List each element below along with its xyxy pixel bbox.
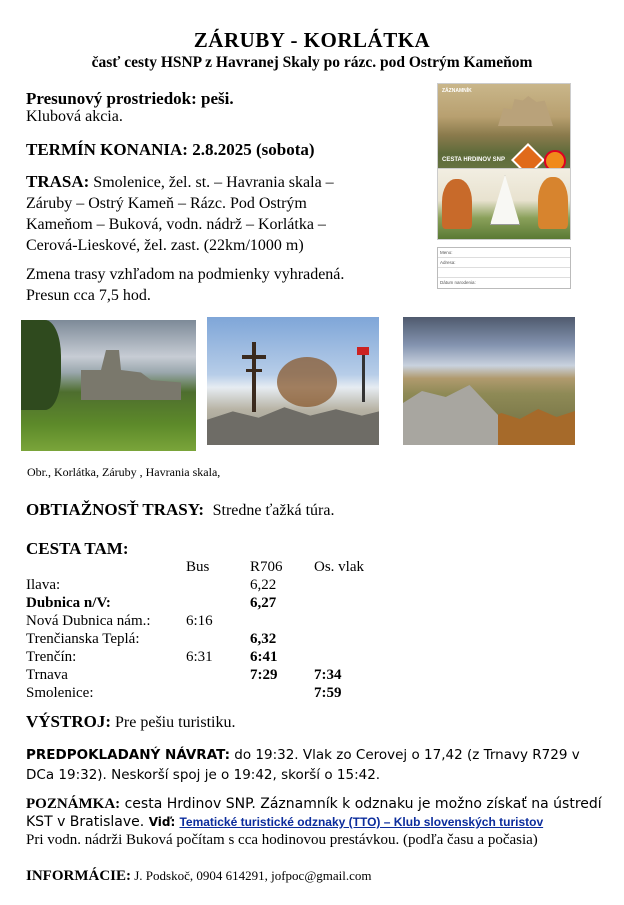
tto-link[interactable]: Tematické turistické odznaky (TTO) – Klub slovenských turistov [179,815,544,829]
rocks-illustration [207,403,379,445]
stop-name: Smolenice: [26,685,94,701]
route-paragraph [26,171,376,256]
route-label: TRASA: [26,172,90,191]
booklet-cover-image [437,83,571,178]
r706-time [250,612,314,630]
difficulty-label: OBTIAŽNOSŤ TRASY: [26,500,205,519]
rock-illustration [403,385,498,445]
signpost-illustration [362,347,365,402]
route-note-2: Presun cca 7,5 hod. [26,287,151,304]
bus-time [186,684,250,702]
booklet-monument-image [437,168,571,240]
club-line: Klubová akcia. [26,108,123,125]
booklet-label-top: ZÁZNAMNÍK [442,88,472,94]
stop-name: Dubnica n/V: [26,595,111,611]
stop-name: Trenčín: [26,649,77,665]
bus-time [186,666,250,684]
form-row [438,268,570,278]
bus-time [186,630,250,648]
difficulty-line [26,500,334,520]
info-line [26,868,372,885]
stop-name: Trnava [26,667,68,683]
table-row [26,594,384,612]
os-time: 7:59 [314,685,342,701]
stop-name: Ilava: [26,577,61,593]
tree-illustration [21,320,61,410]
return-paragraph [26,745,611,785]
return-text: do 19:32. Vlak zo Cerovej o 17,42 (z Trnavy R729 v DCa 19:32). Neskorší spoj je o 19:42, skorší o 15:42. [26,747,580,783]
timetable-header-row [26,558,384,576]
table-row [26,612,384,630]
timetable-heading: CESTA TAM: [26,539,129,558]
equipment-value: Pre pešiu turistiku. [111,714,236,731]
note-paragraph [26,795,611,849]
form-row: Adresa: [438,258,570,268]
os-time [314,648,384,666]
stop-name: Trenčianska Teplá: [26,631,140,647]
timetable-header: Bus [186,559,210,575]
note-text-after: Pri vodn. nádrži Buková počítam s cca hodinovou prestávkou. (podľa času a počasia) [26,832,538,848]
form-row: Meno: [438,248,570,258]
r706-time: 6,27 [250,595,277,611]
os-time [314,576,384,594]
table-row [26,684,384,702]
table-row [26,576,384,594]
bus-time: 6:16 [186,613,213,629]
timetable [26,558,384,702]
info-label: INFORMÁCIE: [26,868,131,884]
bus-time: 6:31 [186,649,213,665]
os-time [314,594,384,612]
photo-korlatka [21,320,196,451]
os-time [314,612,384,630]
photo-havrania-skala [403,317,575,445]
tree-illustration [538,177,568,229]
stop-name: Nová Dubnica nám.: [26,613,151,629]
table-row [26,666,384,684]
page-title: ZÁRUBY - KORLÁTKA [193,28,431,52]
note-label: POZNÁMKA: [26,796,121,812]
photo-caption: Obr., Korlátka, Záruby , Havrania skala, [27,465,221,479]
os-time [314,630,384,648]
tree-illustration [277,357,337,407]
r706-time [250,684,314,702]
page-subtitle: časť cesty HSNP z Havranej Skaly po rázc. pod Ostrým Kameňom [91,54,533,71]
booklet-label-bottom: CESTA HRDINOV SNP [442,157,506,163]
castle-illustration [498,96,553,126]
ruin-illustration [81,350,181,400]
booklet-form [437,247,571,289]
see-label: Viď: [148,815,180,829]
table-row [26,648,384,666]
cross-illustration [246,369,262,372]
r706-time: 6:41 [250,649,278,665]
transport-line: Presunový prostriedok: peši. [26,89,234,108]
r706-time: 7:29 [250,667,278,683]
cross-illustration [242,355,266,359]
tree-illustration [442,179,472,229]
route-note-1: Zmena trasy vzhľadom na podmienky vyhradená. [26,266,345,283]
info-value: J. Podskoč, 0904 614291, jofpoc@gmail.com [131,868,372,883]
timetable-header: R706 [250,559,283,575]
monument-illustration [490,175,520,225]
event-date: TERMÍN KONANIA: 2.8.2025 (sobota) [26,140,315,159]
r706-time: 6,22 [250,577,277,593]
cross-illustration [252,342,256,412]
difficulty-value: Stredne ťažká túra. [212,502,335,519]
photo-zaruby [207,317,379,445]
note-text: cesta Hrdinov SNP. Záznamník k odznaku je možno získať na ústredí KST v Bratislave. [26,796,602,830]
timetable-header [26,558,186,576]
signpost-illustration [357,347,369,355]
equipment-line [26,712,235,732]
route-text: Smolenice, žel. st. – Havrania skala – Záruby – Ostrý Kameň – Rázc. Pod Ostrým Kameňom – Buková, vodn. nádrž – Korlátka – Cerová-Lieskové, žel. zast. (22km/1000 m) [26,174,334,254]
bus-time [186,576,250,594]
return-label: PREDPOKLADANÝ NÁVRAT: [26,747,230,763]
form-row: Dátum narodenia: [440,280,476,285]
table-row [26,630,384,648]
equipment-label: VÝSTROJ: [26,712,112,731]
os-time: 7:34 [314,667,342,683]
r706-time: 6,32 [250,631,277,647]
bus-time [186,594,250,612]
timetable-header: Os. vlak [314,559,364,575]
